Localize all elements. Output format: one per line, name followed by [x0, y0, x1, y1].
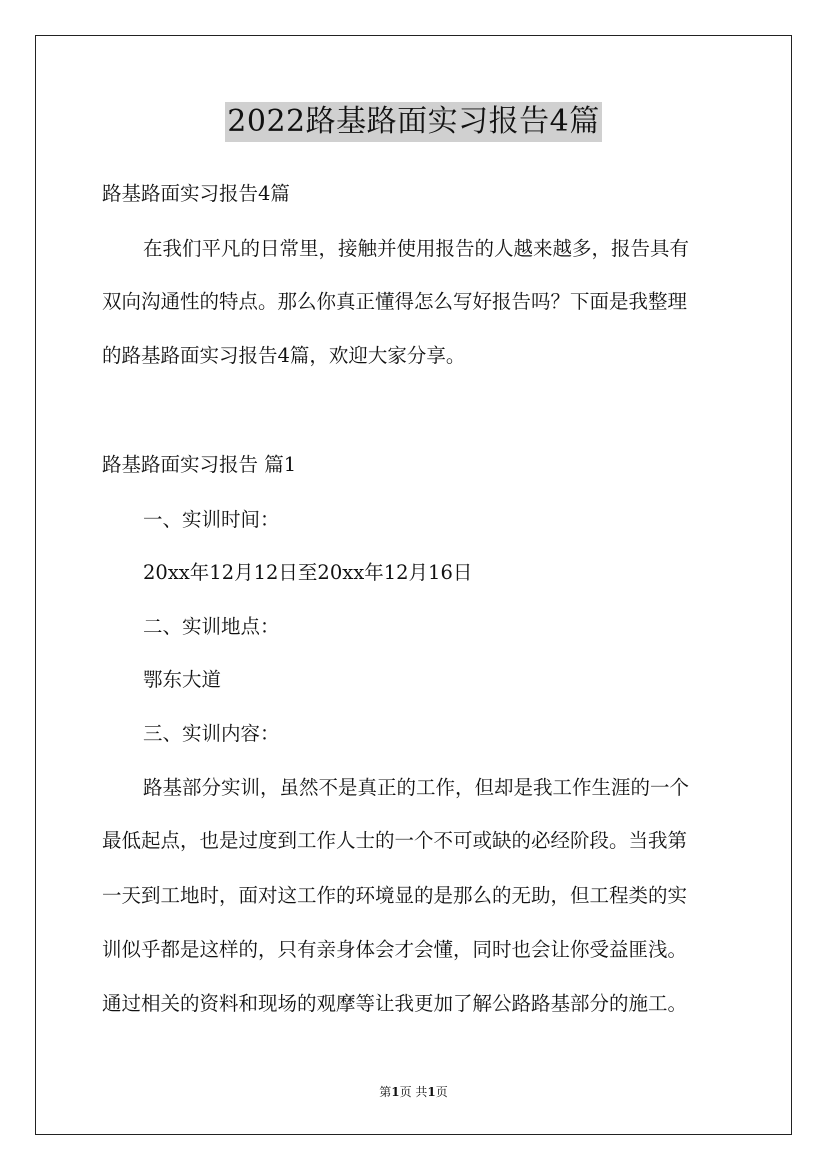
footer-page-suffix: 页 [435, 1085, 448, 1099]
footer-total-pages: 1 [427, 1085, 436, 1099]
list-item: 三、实训内容： [143, 722, 280, 745]
footer-page-number: 1 [391, 1085, 400, 1099]
body-line: 通过相关的资料和现场的观摩等让我更加了解公路路基部分的施工。 [102, 992, 688, 1015]
body-line: 最低起点，也是过度到工作人士的一个不可或缺的必经阶段。当我第 [102, 829, 688, 852]
footer-page-prefix: 第 [379, 1085, 392, 1099]
intro-line: 在我们平凡的日常里，接触并使用报告的人越来越多，报告具有 [143, 237, 690, 260]
list-item: 鄂东大道 [143, 668, 222, 691]
document-title: 2022路基路面实习报告4篇 [225, 102, 601, 142]
list-item: 二、实训地点： [143, 615, 280, 638]
body-line: 路基部分实训，虽然不是真正的工作，但却是我工作生涯的一个 [143, 776, 690, 799]
body-line: 一天到工地时，面对这工作的环境显的是那么的无助，但工程类的实 [102, 884, 688, 907]
document-subtitle: 路基路面实习报告4篇 [102, 182, 290, 205]
intro-line: 的路基路面实习报告4篇，欢迎大家分享。 [102, 344, 466, 367]
list-item: 20xx年12月12日至20xx年12月16日 [143, 561, 473, 584]
body-line: 训似乎都是这样的，只有亲身体会才会懂，同时也会让你受益匪浅。 [102, 938, 688, 961]
title-container [0, 102, 827, 142]
list-item: 一、实训时间： [143, 508, 280, 531]
section-heading: 路基路面实习报告 篇1 [102, 453, 297, 476]
page-footer [0, 1084, 827, 1100]
footer-page-mid: 页 共 [399, 1085, 428, 1099]
intro-line: 双向沟通性的特点。那么你真正懂得怎么写好报告吗？下面是我整理 [102, 290, 688, 313]
